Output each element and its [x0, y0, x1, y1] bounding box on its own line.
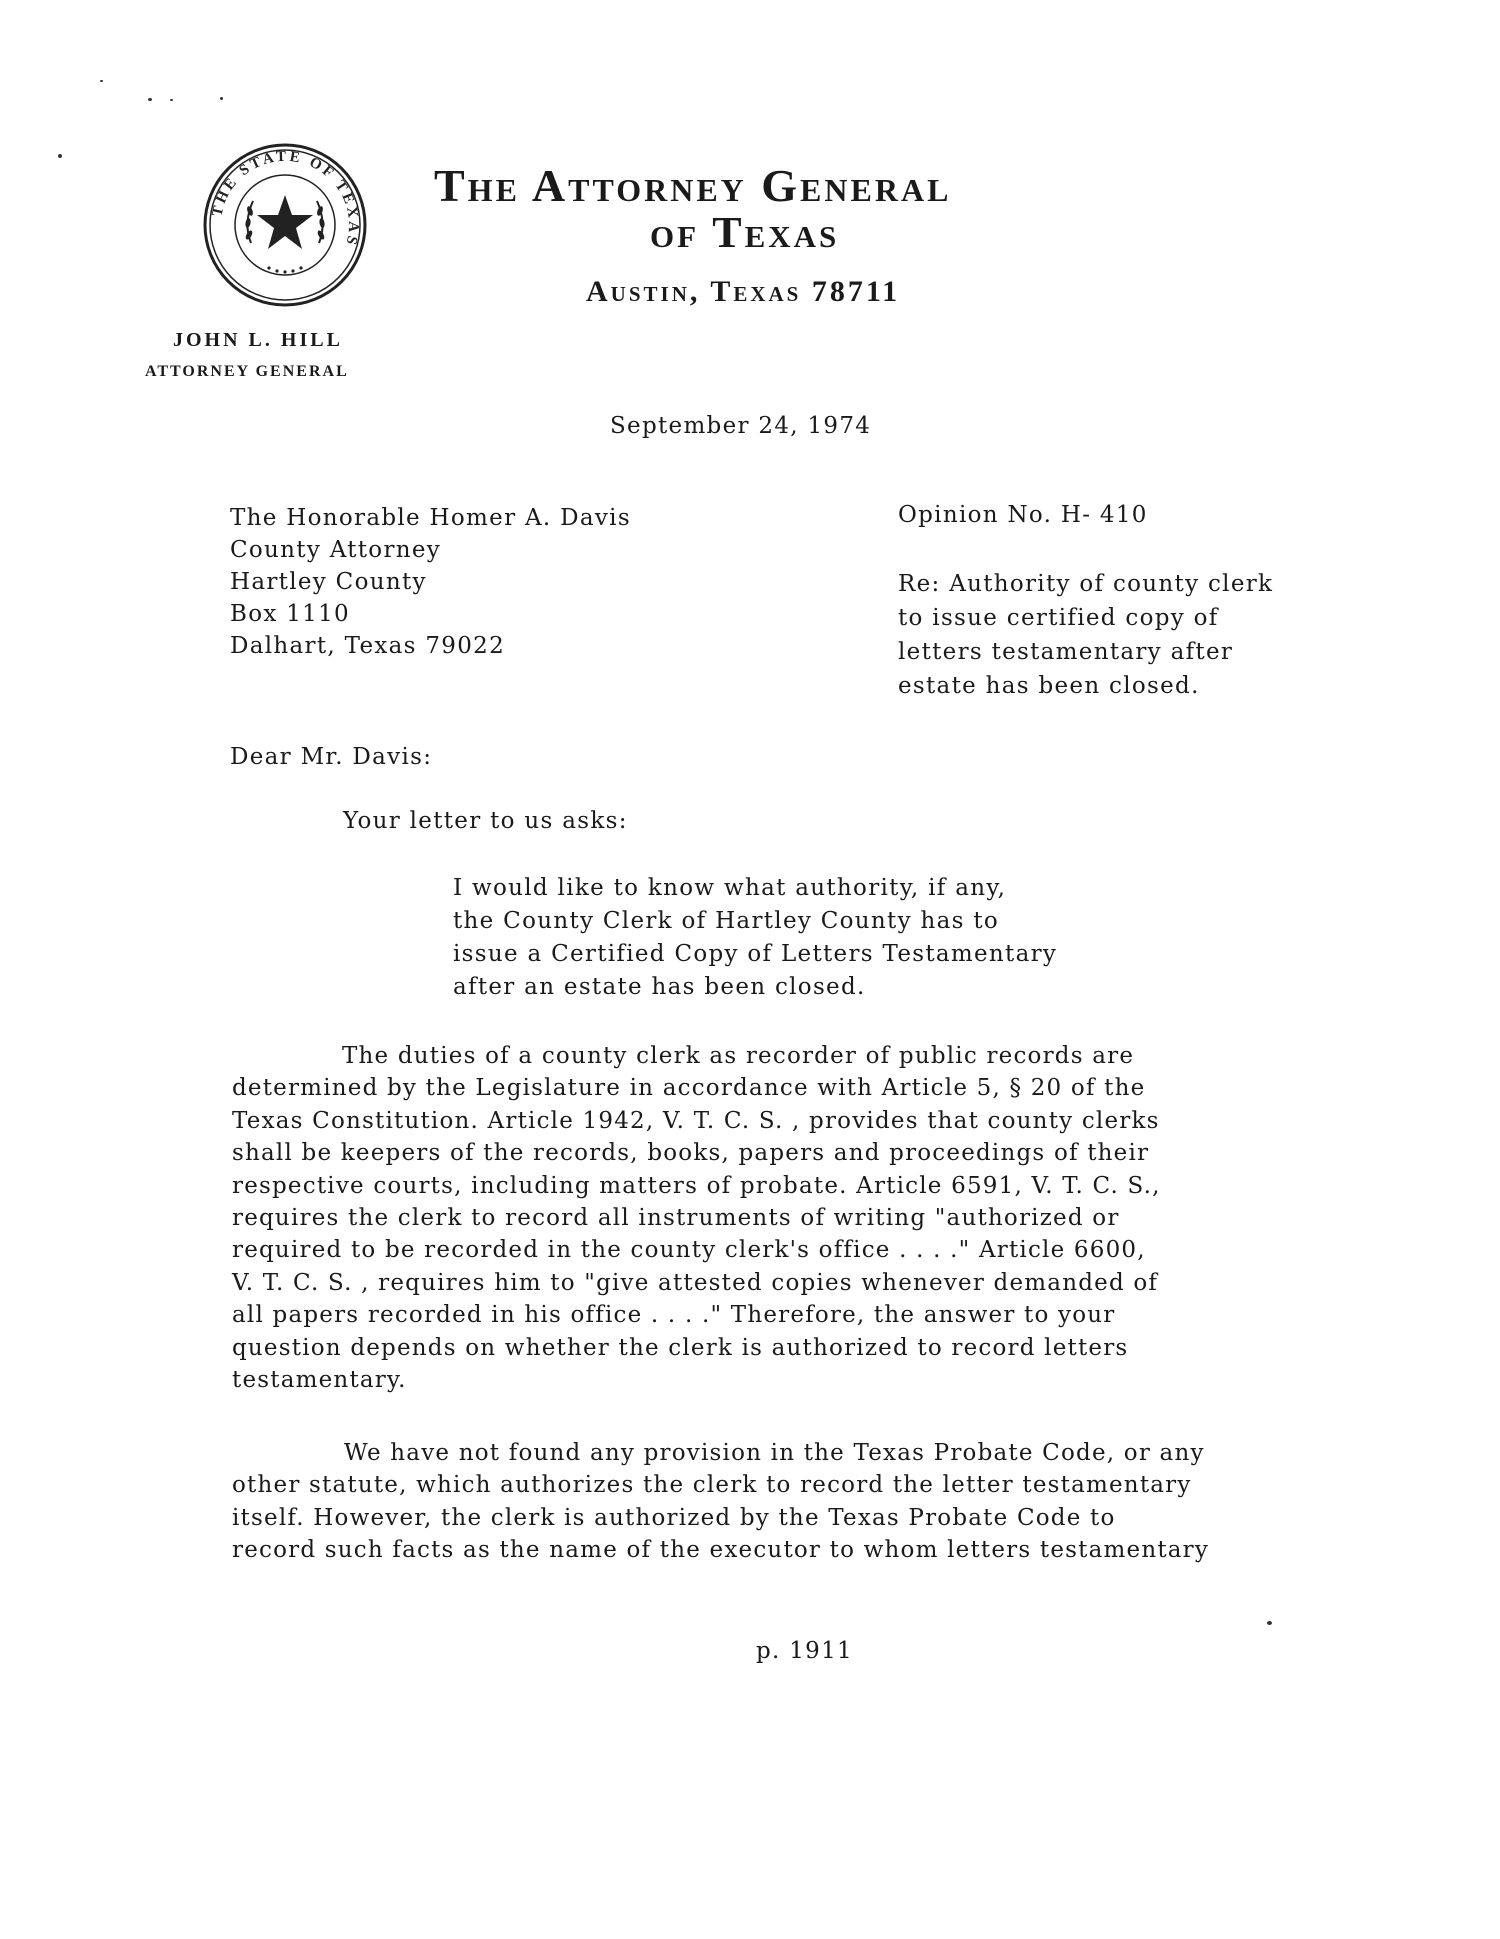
quote-line: I would like to know what authority, if any,	[453, 875, 1007, 901]
official-name: JOHN L. HILL	[173, 329, 343, 351]
letterhead-address: Austin, Texas 78711	[586, 275, 901, 308]
paragraph-line: record such facts as the name of the executor to whom letters testamentary	[232, 1537, 1210, 1564]
seal-star-icon	[257, 195, 313, 249]
letter-date: September 24, 1974	[610, 413, 872, 439]
paragraph-line: shall be keepers of the records, books, papers and proceedings of their	[232, 1140, 1150, 1167]
paragraph-line: respective courts, including matters of probate. Article 6591, V. T. C. S.,	[232, 1172, 1161, 1199]
recipient-line: Hartley County	[230, 569, 427, 595]
scan-speck	[170, 99, 173, 101]
state-seal	[203, 143, 367, 307]
scan-speck	[220, 97, 223, 100]
scan-speck	[1267, 1621, 1272, 1625]
recipient-line: Box 1110	[230, 601, 350, 627]
salutation: Dear Mr. Davis:	[230, 744, 433, 770]
scan-speck	[100, 80, 103, 82]
recipient-line: Dalhart, Texas 79022	[230, 633, 506, 659]
paragraph-line: other statute, which authorizes the clerk to record the letter testamentary	[232, 1472, 1192, 1499]
subject-block	[898, 567, 1273, 703]
paragraph-line: requires the clerk to record all instruments of writing "authorized or	[232, 1204, 1120, 1231]
quote-line: the County Clerk of Hartley County has to	[453, 908, 1000, 934]
subject-line: to issue certified copy of	[898, 605, 1219, 631]
paragraph-line: all papers recorded in his office . . . ." Therefore, the answer to your	[232, 1302, 1116, 1329]
paragraph-line: testamentary.	[232, 1366, 407, 1393]
paragraph-line: V. T. C. S. , requires him to "give attested copies whenever demanded of	[232, 1269, 1159, 1296]
letterhead-subtitle: of Texas	[650, 208, 840, 257]
scan-speck	[58, 154, 62, 158]
paragraph-line: required to be recorded in the county clerk's office . . . ." Article 6600,	[232, 1237, 1146, 1264]
scan-speck	[148, 98, 152, 101]
paragraph-line: The duties of a county clerk as recorder of public records are	[342, 1043, 1135, 1069]
paragraph-line: Texas Constitution. Article 1942, V. T. C. S. , provides that county clerks	[232, 1107, 1160, 1134]
quote-line: issue a Certified Copy of Letters Testamentary	[453, 941, 1058, 967]
paragraph-line: determined by the Legislature in accordance with Article 5, § 20 of the	[232, 1075, 1146, 1102]
recipient-address	[230, 502, 631, 662]
paragraph-1	[232, 1040, 1161, 1396]
recipient-line: County Attorney	[230, 537, 442, 563]
opinion-number: Opinion No. H- 410	[898, 502, 1148, 528]
paragraph-2	[232, 1437, 1209, 1567]
paragraph-line: itself. However, the clerk is authorized by the Texas Probate Code to	[232, 1504, 1116, 1531]
seal-text: THE STATE OF TEXAS	[209, 148, 362, 249]
recipient-line: The Honorable Homer A. Davis	[230, 505, 631, 531]
subject-line: letters testamentary after	[898, 639, 1234, 665]
subject-line: estate has been closed.	[898, 673, 1200, 699]
official-title: ATTORNEY GENERAL	[145, 363, 349, 380]
quoted-question	[453, 872, 1057, 1004]
subject-line: Re: Authority of county clerk	[898, 571, 1274, 597]
page-number: p. 1911	[756, 1638, 853, 1664]
paragraph-line: question depends on whether the clerk is authorized to record letters	[232, 1334, 1129, 1361]
quote-line: after an estate has been closed.	[453, 974, 866, 1000]
paragraph-line: We have not found any provision in the Texas Probate Code, or any	[344, 1440, 1205, 1466]
letterhead-title: The Attorney General	[434, 160, 952, 211]
intro-text: Your letter to us asks:	[343, 808, 628, 834]
